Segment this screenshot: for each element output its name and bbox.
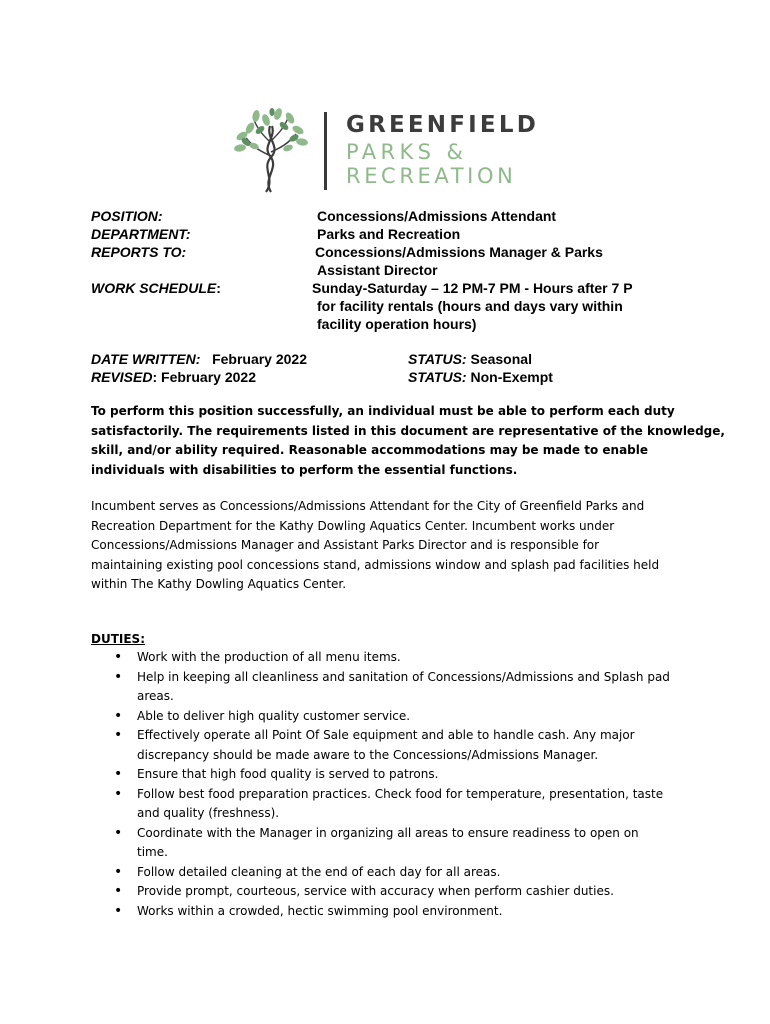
summary-line: Recreation Department for the Kathy Dowling Aquatics Center. Incumbent works under (91, 518, 615, 533)
date-written-value: February 2022 (212, 351, 308, 367)
position-value: Concessions/Admissions Attendant (317, 208, 557, 224)
requirements-line: satisfactorily. The requirements listed in this document are representative of the knowledge, (91, 423, 725, 438)
duty-line: • Ensure that high food quality is served to patrons. (137, 767, 439, 781)
duty-line: • Able to deliver high quality customer service. (137, 708, 411, 723)
duties-list (91, 648, 691, 921)
duty-line: • Follow detailed cleaning at the end of each day for all areas. (137, 864, 501, 879)
duty-line: • Follow best food preparation practices. Check food for temperature, presentation, taste (137, 786, 664, 801)
tree-icon (232, 108, 310, 194)
work-schedule-line1: Sunday-Saturday – 12 PM-7 PM - Hours after 7 P (312, 280, 633, 296)
revised-value: February 2022 (161, 369, 256, 385)
status-value-2: Non-Exempt (470, 369, 553, 385)
summary-line: Concessions/Admissions Manager and Assistant Parks Director and is responsible for (91, 538, 600, 552)
summary-line: maintaining existing pool concessions stand, admissions window and splash pad facilities held (91, 557, 660, 572)
status-label-1: STATUS: (408, 351, 467, 367)
greenfield-logo (232, 108, 552, 194)
status-value-1: Seasonal (470, 351, 532, 367)
duty-item (91, 902, 691, 922)
logo-line-recreation: RECREATION (346, 164, 517, 188)
duty-item (91, 765, 691, 785)
department-label: DEPARTMENT: (91, 226, 191, 242)
requirements-paragraph (91, 402, 725, 480)
summary-line: within The Kathy Dowling Aquatics Center. (91, 577, 347, 591)
requirements-line: To perform this position successfully, an individual must be able to perform each duty (91, 404, 675, 418)
summary-paragraph (91, 497, 691, 595)
duty-item (91, 824, 691, 863)
status-label-2: STATUS: (408, 369, 467, 385)
work-schedule-label-text: WORK SCHEDULE (91, 280, 217, 296)
duty-line: • Help in keeping all cleanliness and sanitation of Concessions/Admissions and Splash pad (137, 669, 670, 684)
duty-item (91, 785, 691, 824)
duties-heading: DUTIES: (91, 632, 145, 646)
revised-colon: : (152, 369, 158, 385)
requirements-line: skill, and/or ability required. Reasonable accommodations may be made to enable (91, 443, 649, 457)
work-schedule-line2: for facility rentals (hours and days vary within (317, 298, 623, 314)
duty-item (91, 863, 691, 883)
date-written-label: DATE WRITTEN: (91, 351, 201, 367)
duty-item (91, 726, 691, 765)
duty-line: • Coordinate with the Manager in organizing all areas to ensure readiness to open on (137, 825, 639, 840)
duty-item (91, 668, 691, 707)
duty-line: • Effectively operate all Point Of Sale equipment and able to handle cash. Any major (137, 728, 635, 742)
work-schedule-line3: facility operation hours) (317, 316, 477, 332)
duty-line: • Works within a crowded, hectic swimming pool environment. (137, 903, 503, 918)
duty-item (91, 707, 691, 727)
requirements-line: individuals with disabilities to perform the essential functions. (91, 462, 518, 477)
duty-line: • Work with the production of all menu items. (137, 650, 401, 664)
work-schedule-label (91, 279, 221, 297)
logo-name: GREENFIELD (346, 112, 539, 138)
date-written (91, 350, 307, 368)
status-seasonal (408, 350, 532, 368)
duty-item (91, 882, 691, 902)
logo-line-parks: PARKS & (346, 140, 468, 164)
reports-to-value-line1: Concessions/Admissions Manager & Parks (315, 244, 603, 260)
reports-to-value-line2: Assistant Director (317, 262, 438, 278)
position-label: POSITION: (91, 208, 163, 224)
duty-line: and quality (freshness). (137, 806, 280, 820)
duty-item (91, 648, 691, 668)
department-value: Parks and Recreation (317, 226, 461, 242)
duty-line: time. (137, 845, 168, 859)
logo-divider (324, 112, 327, 190)
summary-line: Incumbent serves as Concessions/Admissions Attendant for the City of Greenfield Parks and (91, 499, 645, 513)
duty-line: • Provide prompt, courteous, service with accuracy when perform cashier duties. (137, 884, 614, 898)
revised-label: REVISED (91, 369, 153, 385)
duty-line: discrepancy should be made aware to the Concessions/Admissions Manager. (137, 747, 599, 762)
work-schedule-colon: : (216, 280, 221, 296)
revised (91, 368, 256, 386)
reports-to-label: REPORTS TO: (91, 244, 187, 260)
status-exempt (408, 368, 553, 386)
duty-line: areas. (137, 689, 174, 703)
